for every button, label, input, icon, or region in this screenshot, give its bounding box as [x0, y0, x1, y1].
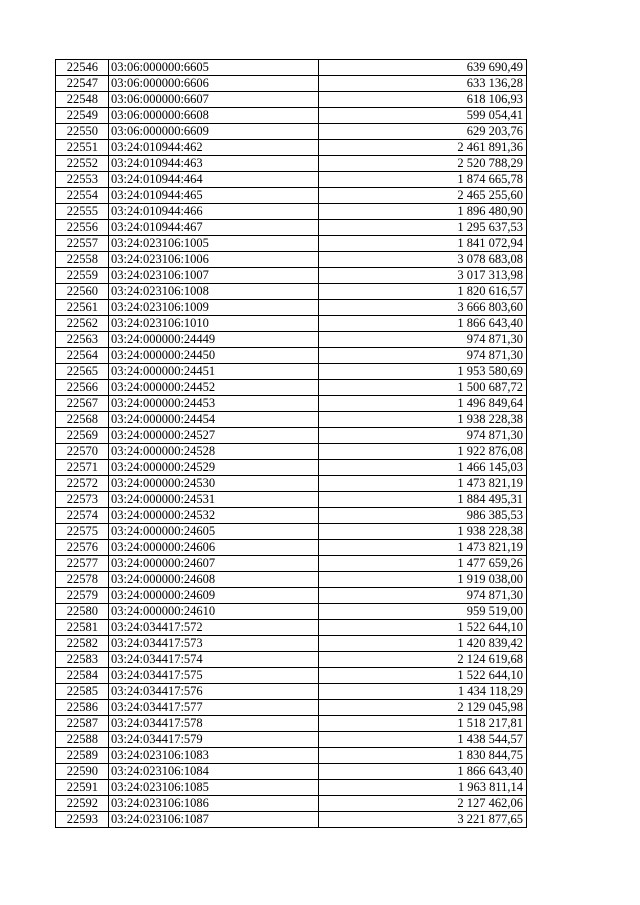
table-row	[56, 412, 527, 428]
row-number-cell: 22585	[56, 684, 109, 700]
cadastral-value-cell: 974 871,30	[319, 348, 527, 364]
row-number-cell: 22578	[56, 572, 109, 588]
row-number-cell: 22559	[56, 268, 109, 284]
cadastral-value-cell: 639 690,49	[319, 60, 527, 76]
table-row	[56, 716, 527, 732]
cadastral-number-cell: 03:06:000000:6609	[109, 124, 319, 140]
table-row	[56, 812, 527, 828]
cadastral-number-cell: 03:24:023106:1008	[109, 284, 319, 300]
cadastral-value-cell: 3 017 313,98	[319, 268, 527, 284]
cadastral-number-cell: 03:24:010944:465	[109, 188, 319, 204]
row-number-cell: 22548	[56, 92, 109, 108]
cadastral-value-cell: 2 127 462,06	[319, 796, 527, 812]
cadastral-number-cell: 03:24:034417:573	[109, 636, 319, 652]
table-row	[56, 796, 527, 812]
table-row	[56, 492, 527, 508]
table-row	[56, 620, 527, 636]
cadastral-value-cell: 959 519,00	[319, 604, 527, 620]
table-row	[56, 476, 527, 492]
row-number-cell: 22573	[56, 492, 109, 508]
cadastral-number-cell: 03:24:023106:1006	[109, 252, 319, 268]
cadastral-number-cell: 03:24:034417:576	[109, 684, 319, 700]
row-number-cell: 22553	[56, 172, 109, 188]
cadastral-value-cell: 974 871,30	[319, 332, 527, 348]
row-number-cell: 22546	[56, 60, 109, 76]
cadastral-number-cell: 03:06:000000:6607	[109, 92, 319, 108]
row-number-cell: 22561	[56, 300, 109, 316]
table-row	[56, 236, 527, 252]
row-number-cell: 22570	[56, 444, 109, 460]
row-number-cell: 22564	[56, 348, 109, 364]
table-row	[56, 204, 527, 220]
row-number-cell: 22593	[56, 812, 109, 828]
row-number-cell: 22581	[56, 620, 109, 636]
row-number-cell: 22579	[56, 588, 109, 604]
cadastral-value-cell: 1 522 644,10	[319, 620, 527, 636]
cadastral-number-cell: 03:24:000000:24610	[109, 604, 319, 620]
row-number-cell: 22588	[56, 732, 109, 748]
table-row	[56, 108, 527, 124]
row-number-cell: 22557	[56, 236, 109, 252]
table-row	[56, 268, 527, 284]
table-row	[56, 732, 527, 748]
cadastral-value-cell: 2 520 788,29	[319, 156, 527, 172]
cadastral-number-cell: 03:24:034417:572	[109, 620, 319, 636]
cadastral-value-cell: 3 666 803,60	[319, 300, 527, 316]
cadastral-number-cell: 03:24:000000:24453	[109, 396, 319, 412]
table-row	[56, 316, 527, 332]
table-row	[56, 668, 527, 684]
table-row	[56, 460, 527, 476]
cadastral-number-cell: 03:24:000000:24528	[109, 444, 319, 460]
row-number-cell: 22562	[56, 316, 109, 332]
table-row	[56, 428, 527, 444]
cadastral-number-cell: 03:24:034417:577	[109, 700, 319, 716]
table-row	[56, 124, 527, 140]
cadastral-number-cell: 03:24:023106:1007	[109, 268, 319, 284]
table-row	[56, 380, 527, 396]
row-number-cell: 22567	[56, 396, 109, 412]
cadastral-number-cell: 03:24:000000:24454	[109, 412, 319, 428]
cadastral-number-cell: 03:24:034417:578	[109, 716, 319, 732]
table-row	[56, 60, 527, 76]
cadastral-number-cell: 03:24:023106:1010	[109, 316, 319, 332]
cadastral-number-cell: 03:06:000000:6608	[109, 108, 319, 124]
cadastral-number-cell: 03:24:034417:574	[109, 652, 319, 668]
row-number-cell: 22566	[56, 380, 109, 396]
row-number-cell: 22592	[56, 796, 109, 812]
cadastral-value-cell: 599 054,41	[319, 108, 527, 124]
row-number-cell: 22569	[56, 428, 109, 444]
cadastral-number-cell: 03:24:000000:24527	[109, 428, 319, 444]
cadastral-number-cell: 03:24:023106:1086	[109, 796, 319, 812]
cadastral-number-cell: 03:24:000000:24532	[109, 508, 319, 524]
row-number-cell: 22565	[56, 364, 109, 380]
cadastral-value-cell: 1 963 811,14	[319, 780, 527, 796]
cadastral-number-cell: 03:24:000000:24607	[109, 556, 319, 572]
row-number-cell: 22589	[56, 748, 109, 764]
table-row	[56, 700, 527, 716]
cadastral-value-cell: 1 438 544,57	[319, 732, 527, 748]
table-row	[56, 220, 527, 236]
cadastral-number-cell: 03:24:000000:24449	[109, 332, 319, 348]
cadastral-number-cell: 03:24:023106:1085	[109, 780, 319, 796]
cadastral-value-cell: 1 500 687,72	[319, 380, 527, 396]
cadastral-number-cell: 03:24:000000:24450	[109, 348, 319, 364]
row-number-cell: 22552	[56, 156, 109, 172]
cadastral-value-cell: 618 106,93	[319, 92, 527, 108]
cadastral-number-cell: 03:24:000000:24605	[109, 524, 319, 540]
row-number-cell: 22586	[56, 700, 109, 716]
table-row	[56, 172, 527, 188]
cadastral-value-cell: 974 871,30	[319, 428, 527, 444]
table-row	[56, 92, 527, 108]
row-number-cell: 22582	[56, 636, 109, 652]
table-row	[56, 284, 527, 300]
cadastral-value-cell: 1 518 217,81	[319, 716, 527, 732]
table-row	[56, 364, 527, 380]
row-number-cell: 22558	[56, 252, 109, 268]
row-number-cell: 22577	[56, 556, 109, 572]
cadastral-value-cell: 986 385,53	[319, 508, 527, 524]
table-row	[56, 556, 527, 572]
cadastral-number-cell: 03:24:023106:1009	[109, 300, 319, 316]
table-row	[56, 748, 527, 764]
row-number-cell: 22563	[56, 332, 109, 348]
table-row	[56, 396, 527, 412]
row-number-cell: 22550	[56, 124, 109, 140]
table-row	[56, 252, 527, 268]
cadastral-number-cell: 03:24:000000:24530	[109, 476, 319, 492]
table-row	[56, 140, 527, 156]
cadastral-number-cell: 03:24:034417:575	[109, 668, 319, 684]
cadastral-number-cell: 03:24:000000:24608	[109, 572, 319, 588]
row-number-cell: 22572	[56, 476, 109, 492]
row-number-cell: 22556	[56, 220, 109, 236]
cadastral-number-cell: 03:24:000000:24531	[109, 492, 319, 508]
table-row	[56, 540, 527, 556]
cadastral-number-cell: 03:06:000000:6606	[109, 76, 319, 92]
cadastral-value-cell: 974 871,30	[319, 588, 527, 604]
table-row	[56, 652, 527, 668]
cadastral-value-cell: 1 477 659,26	[319, 556, 527, 572]
cadastral-value-cell: 3 221 877,65	[319, 812, 527, 828]
cadastral-number-cell: 03:24:000000:24529	[109, 460, 319, 476]
table-row	[56, 444, 527, 460]
cadastral-value-table	[55, 59, 527, 828]
table-row	[56, 636, 527, 652]
cadastral-value-cell: 2 461 891,36	[319, 140, 527, 156]
cadastral-number-cell: 03:24:023106:1084	[109, 764, 319, 780]
row-number-cell: 22587	[56, 716, 109, 732]
table-row	[56, 508, 527, 524]
cadastral-value-cell: 2 465 255,60	[319, 188, 527, 204]
cadastral-number-cell: 03:24:023106:1005	[109, 236, 319, 252]
table-row	[56, 572, 527, 588]
table-row	[56, 348, 527, 364]
cadastral-value-cell: 1 841 072,94	[319, 236, 527, 252]
cadastral-value-cell: 1 866 643,40	[319, 764, 527, 780]
cadastral-number-cell: 03:24:000000:24606	[109, 540, 319, 556]
cadastral-value-cell: 1 496 849,64	[319, 396, 527, 412]
row-number-cell: 22575	[56, 524, 109, 540]
row-number-cell: 22568	[56, 412, 109, 428]
cadastral-value-cell: 1 938 228,38	[319, 412, 527, 428]
row-number-cell: 22580	[56, 604, 109, 620]
cadastral-value-cell: 1 866 643,40	[319, 316, 527, 332]
cadastral-number-cell: 03:24:010944:463	[109, 156, 319, 172]
cadastral-value-cell: 3 078 683,08	[319, 252, 527, 268]
cadastral-value-cell: 1 953 580,69	[319, 364, 527, 380]
cadastral-value-cell: 2 129 045,98	[319, 700, 527, 716]
cadastral-value-cell: 1 820 616,57	[319, 284, 527, 300]
cadastral-number-cell: 03:24:010944:466	[109, 204, 319, 220]
table-row	[56, 764, 527, 780]
table-row	[56, 188, 527, 204]
cadastral-value-cell: 1 466 145,03	[319, 460, 527, 476]
cadastral-value-cell: 1 473 821,19	[319, 540, 527, 556]
table-row	[56, 780, 527, 796]
cadastral-number-cell: 03:24:034417:579	[109, 732, 319, 748]
cadastral-number-cell: 03:24:023106:1087	[109, 812, 319, 828]
table-row	[56, 604, 527, 620]
document-page	[55, 59, 526, 828]
cadastral-value-cell: 1 830 844,75	[319, 748, 527, 764]
cadastral-number-cell: 03:24:023106:1083	[109, 748, 319, 764]
table-body	[56, 60, 527, 828]
table-row	[56, 524, 527, 540]
cadastral-number-cell: 03:24:010944:464	[109, 172, 319, 188]
cadastral-value-cell: 1 420 839,42	[319, 636, 527, 652]
table-row	[56, 684, 527, 700]
row-number-cell: 22560	[56, 284, 109, 300]
cadastral-value-cell: 1 473 821,19	[319, 476, 527, 492]
cadastral-value-cell: 629 203,76	[319, 124, 527, 140]
cadastral-value-cell: 1 938 228,38	[319, 524, 527, 540]
cadastral-number-cell: 03:24:010944:467	[109, 220, 319, 236]
row-number-cell: 22590	[56, 764, 109, 780]
row-number-cell: 22549	[56, 108, 109, 124]
cadastral-number-cell: 03:24:000000:24452	[109, 380, 319, 396]
cadastral-number-cell: 03:06:000000:6605	[109, 60, 319, 76]
cadastral-number-cell: 03:24:000000:24451	[109, 364, 319, 380]
cadastral-value-cell: 1 522 644,10	[319, 668, 527, 684]
table-row	[56, 156, 527, 172]
row-number-cell: 22583	[56, 652, 109, 668]
row-number-cell: 22551	[56, 140, 109, 156]
row-number-cell: 22584	[56, 668, 109, 684]
cadastral-value-cell: 1 922 876,08	[319, 444, 527, 460]
cadastral-value-cell: 1 919 038,00	[319, 572, 527, 588]
table-row	[56, 588, 527, 604]
row-number-cell: 22555	[56, 204, 109, 220]
table-row	[56, 76, 527, 92]
row-number-cell: 22547	[56, 76, 109, 92]
cadastral-number-cell: 03:24:010944:462	[109, 140, 319, 156]
table-row	[56, 300, 527, 316]
row-number-cell: 22574	[56, 508, 109, 524]
row-number-cell: 22571	[56, 460, 109, 476]
row-number-cell: 22576	[56, 540, 109, 556]
cadastral-value-cell: 2 124 619,68	[319, 652, 527, 668]
row-number-cell: 22554	[56, 188, 109, 204]
cadastral-value-cell: 1 884 495,31	[319, 492, 527, 508]
cadastral-value-cell: 633 136,28	[319, 76, 527, 92]
cadastral-number-cell: 03:24:000000:24609	[109, 588, 319, 604]
cadastral-value-cell: 1 874 665,78	[319, 172, 527, 188]
cadastral-value-cell: 1 896 480,90	[319, 204, 527, 220]
cadastral-value-cell: 1 434 118,29	[319, 684, 527, 700]
table-row	[56, 332, 527, 348]
row-number-cell: 22591	[56, 780, 109, 796]
cadastral-value-cell: 1 295 637,53	[319, 220, 527, 236]
